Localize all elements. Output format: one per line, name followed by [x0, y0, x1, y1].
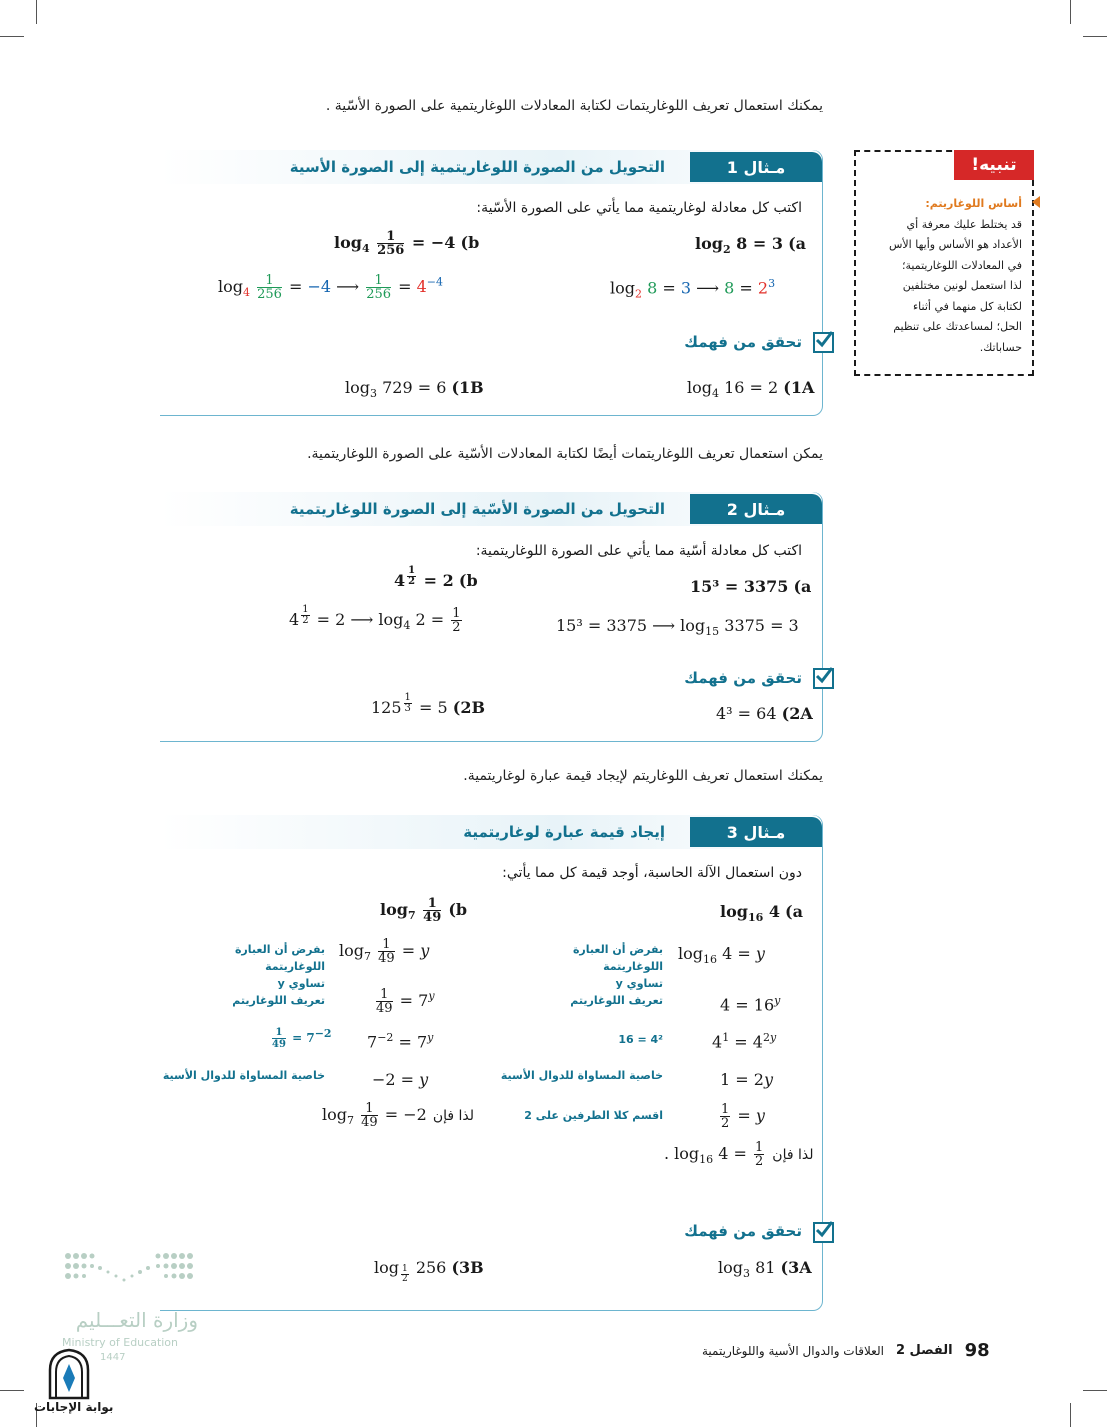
- check-3b: log $_{\frac{1}{2}}$ 256 (3B: [374, 1258, 484, 1284]
- chapter-label: الفصل 2: [895, 1343, 953, 1358]
- check-1a: $\log_4 16 = 2$ (1A: [687, 378, 815, 401]
- check-1-title: تحقق من فهمك: [684, 333, 802, 351]
- check-2a: 4³ = 64 (2A: [716, 704, 813, 723]
- check-2-title: تحقق من فهمك: [684, 669, 802, 687]
- ministry-name-ar: وزارة التعـــليم: [75, 1308, 198, 1332]
- example-3a-problem: $\log_{16} 4$ (a: [720, 902, 803, 925]
- example-3a-step-2: $4 = 16^y$: [720, 994, 781, 1015]
- example-1a-solution: $\log_2 8 = 3$ ⟶ $8 = 2^3$: [610, 277, 776, 301]
- example-3a-step-3: $4^1 = 4^{2y}$: [712, 1031, 777, 1052]
- note-3b-49: $\frac{1}{49}$ = $7^{-2}$: [272, 1027, 332, 1050]
- example-2b-problem: 4 $^{\frac{1}{2}}$ = 2 (b: [394, 565, 478, 590]
- warning-line: لكتابة كل منهما في أثناء: [913, 299, 1022, 313]
- example-3-title: إيجاد قيمة عبارة لوغاريتمية: [463, 823, 665, 841]
- example-3b-step-1: $\log_7$ $\frac{1}{49}$ = y: [339, 937, 430, 966]
- example-1-instruction: اكتب كل معادلة لوغاريتمية مما يأتي على الصورة الأسّية:: [476, 200, 802, 216]
- warning-line: لذا استعمل لونين مختلفين: [902, 279, 1022, 292]
- warning-line: قد يختلط عليك معرفة أي: [906, 217, 1022, 231]
- warning-line: في المعادلات اللوغاريتمية؛: [902, 258, 1022, 272]
- intro-text-3: يمكنك استعمال تعريف اللوغاريتم لإيجاد قيمة عبارة لوغاريتمية.: [463, 768, 823, 784]
- warning-line: الحل؛ لمساعدتك على تنظيم: [893, 320, 1022, 333]
- note-3a-16: 16 = 4²: [618, 1033, 663, 1046]
- note-3a-divide: اقسم كلا الطرفين على 2: [524, 1109, 663, 1122]
- chapter-title: العلاقات والدوال الأسية واللوغاريتمية: [702, 1343, 884, 1358]
- example-3-instruction: دون استعمال الآلة الحاسبة، أوجد قيمة كل مما يأتي:: [502, 865, 802, 881]
- ministry-name-en: Ministry of Education: [62, 1336, 179, 1349]
- check-1b: $\log_3 729 = 6$ (1B: [345, 378, 484, 401]
- page-number: 98: [964, 1340, 990, 1361]
- example-3a-step-4: 1 = 2y: [720, 1070, 773, 1089]
- ministry-year: 1447: [100, 1352, 126, 1363]
- warning-line: الأعداد هو الأساس وأيها الأس: [888, 238, 1022, 251]
- check-2-icon: [813, 668, 834, 689]
- example-2-instruction: اكتب كل معادلة أسّية مما يأتي على الصورة اللوغاريتمية:: [475, 543, 802, 559]
- example-3a-step-5: $\frac{1}{2}$ = y: [721, 1102, 765, 1131]
- warning-pointer-icon: [1032, 196, 1040, 208]
- check-3-icon: [813, 1222, 834, 1243]
- example-1-tab: مـثال 1: [690, 152, 822, 182]
- page-footer: [702, 1340, 990, 1361]
- warning-sidebar: [854, 150, 1034, 376]
- example-2a-problem: 15³ = 3375 (a: [690, 577, 812, 596]
- example-2-tab: مـثال 2: [690, 494, 822, 524]
- example-3-tab: مـثال 3: [690, 817, 822, 847]
- check-3a: $\log_3 81$ (3A: [718, 1258, 812, 1281]
- check-2b: 125 $^{\frac{1}{3}}$ = 5 (2B: [371, 692, 485, 717]
- example-2a-solution: 15³ = 3375 ⟶ $\log_{15} 3375 = 3$: [556, 616, 799, 639]
- intro-text-1: يمكنك استعمال تعريف اللوغاريتمات لكتابة المعادلات اللوغاريتمية على الصورة الأسّية .: [325, 98, 823, 114]
- example-1b-solution: $\log_4$ $\frac{1}{256}$ = −4 ⟶ $\frac{1}{256}$ = $4^{-4}$: [218, 273, 444, 302]
- note-3a-assume: بفرض أن العبارة اللوغاريتمة تساوي y: [572, 943, 663, 990]
- intro-text-2: يمكن استعمال تعريف اللوغاريتمات أيضًا لكتابة المعادلات الأسّية على الصورة اللوغاريتمية.: [307, 446, 823, 462]
- note-3b-property: خاصية المساواة للدوال الأسية: [162, 1069, 325, 1082]
- note-3b-definition: تعريف اللوغاريتم: [232, 994, 325, 1007]
- example-2b-solution: 4 $^{\frac{1}{2}}$ = 2 ⟶ $\log_4 2$ = $\frac{1}{2}$: [289, 604, 461, 635]
- example-3b-step-2: $\frac{1}{49}$ = $7^y$: [376, 987, 435, 1016]
- example-3a-step-1: $\log_{16} 4 = y$: [678, 944, 765, 967]
- portal-name: بوابة الإجابات: [34, 1400, 114, 1414]
- note-3a-definition: تعريف اللوغاريتم: [570, 994, 663, 1007]
- warning-heading: أساس اللوغاريتم:: [925, 197, 1022, 210]
- example-2-title: التحويل من الصورة الأسّية إلى الصورة اللوغاريتمية: [289, 500, 665, 518]
- ministry-logo-dots-icon: [62, 1250, 202, 1290]
- example-3b-problem: $\log_7$ $\frac{1}{49}$ (b: [380, 896, 468, 925]
- example-3a-result: . $\log_{16} 4$ = $\frac{1}{2}$ لذا فإن: [664, 1140, 814, 1169]
- check-1-icon: [813, 332, 834, 353]
- check-3-title: تحقق من فهمك: [684, 1222, 802, 1240]
- warning-title: تنبيه!: [954, 150, 1034, 180]
- example-3b-step-4: −2 = y: [372, 1070, 429, 1089]
- example-1b-problem: $\log_4$ $\frac{1}{256}$ = −4 (b: [334, 229, 480, 258]
- portal-logo-icon: [46, 1348, 92, 1400]
- example-3b-step-3: $7^{-2} = 7^y$: [367, 1031, 434, 1052]
- warning-line: حساباتك.: [979, 340, 1022, 354]
- note-3b-assume: بفرض أن العبارة اللوغاريتمة تساوي y: [234, 943, 325, 990]
- note-3a-property: خاصية المساواة للدوال الأسية: [500, 1069, 663, 1082]
- example-1a-problem: $\log_2 8 = 3$ (a: [695, 234, 807, 257]
- example-3b-result: $\log_7$ $\frac{1}{49}$ = −2 لذا فإن: [322, 1101, 475, 1130]
- example-1-title: التحويل من الصورة اللوغاريتمية إلى الصورة الأسية: [289, 158, 665, 176]
